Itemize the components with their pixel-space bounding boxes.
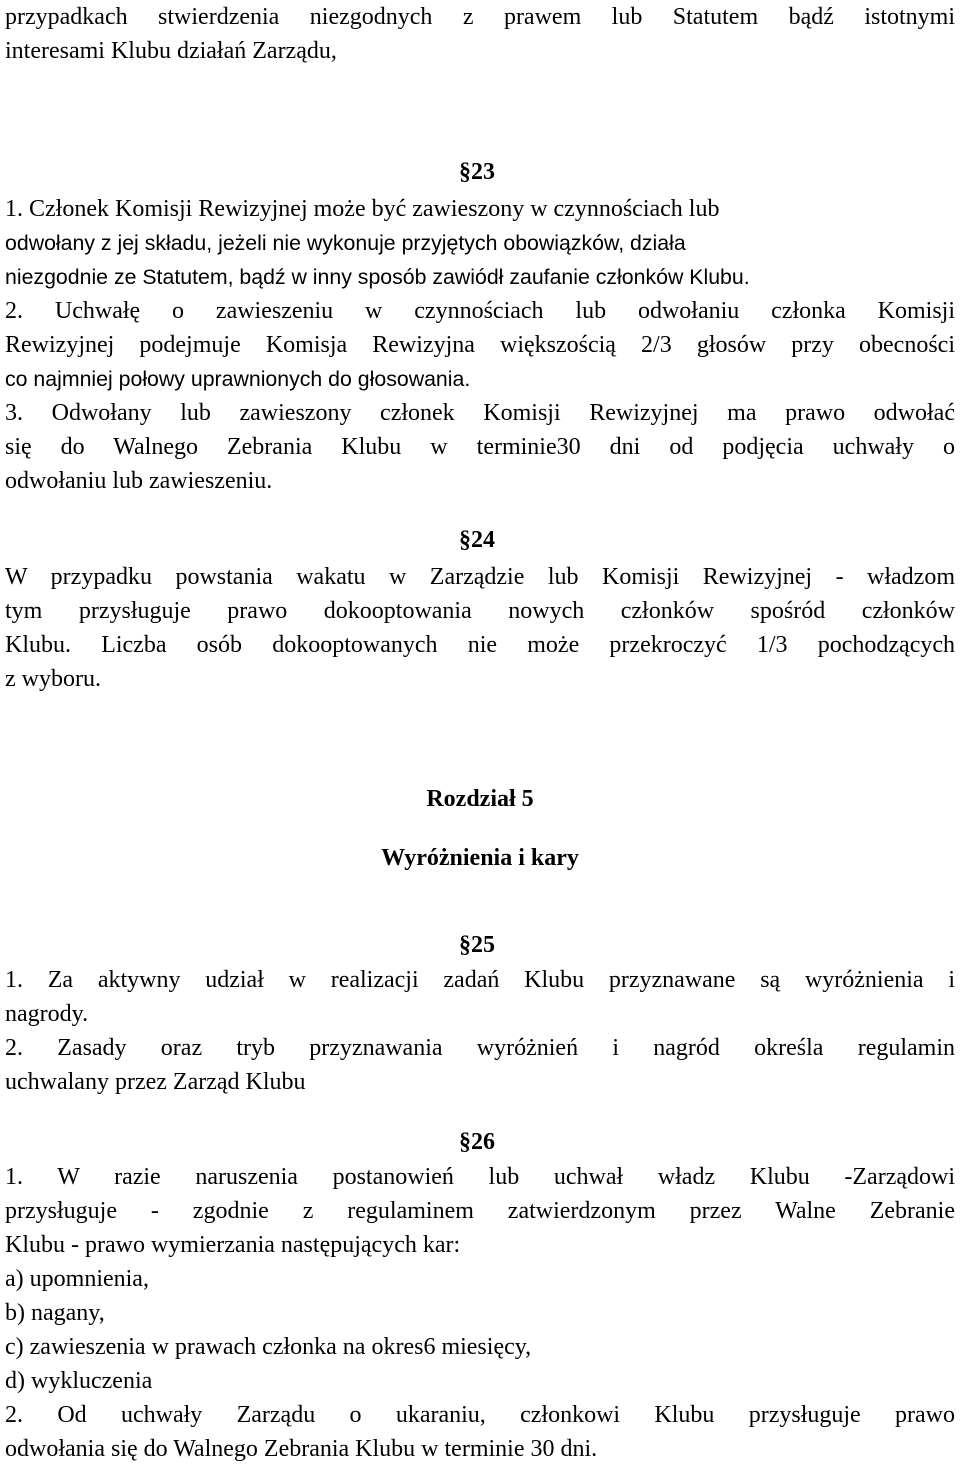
text-line: 1. Członek Komisji Rewizyjnej może być zawieszony w czynnościach lub bbox=[5, 196, 720, 222]
text-line: 1. W razie naruszenia postanowień lub uchwał władz Klubu -Zarządowi bbox=[5, 1164, 955, 1190]
section-symbol-icon: § bbox=[459, 1129, 471, 1155]
section-symbol-icon: § bbox=[459, 932, 471, 958]
text-line: przysługuje - zgodnie z regulaminem zatwierdzonym przez Walne Zebranie bbox=[5, 1198, 955, 1224]
paragraph-heading-24 bbox=[459, 520, 495, 560]
section-symbol-icon: § bbox=[459, 159, 471, 185]
list-item: d) wykluczenia bbox=[5, 1368, 153, 1394]
paragraph-heading-26 bbox=[459, 1122, 495, 1162]
text-line: nagrody. bbox=[5, 1001, 89, 1027]
list-item: a) upomnienia, bbox=[5, 1266, 149, 1292]
text-line: W przypadku powstania wakatu w Zarządzie lub Komisji Rewizyjnej - władzom bbox=[5, 564, 955, 590]
chapter-title: Rozdział 5 bbox=[426, 786, 534, 812]
text-line: odwołania się do Walnego Zebrania Klubu w terminie 30 dni. bbox=[5, 1436, 598, 1462]
text-line: 3. Odwołany lub zawieszony członek Komisji Rewizyjnej ma prawo odwołać bbox=[5, 400, 955, 426]
chapter-subtitle: Wyróżnienia i kary bbox=[381, 845, 579, 871]
text-line: Rewizyjnej podejmuje Komisja Rewizyjna większością 2/3 głosów przy obecności bbox=[5, 332, 955, 358]
text-line: uchwalany przez Zarząd Klubu bbox=[5, 1069, 306, 1095]
paragraph-heading-23 bbox=[459, 152, 495, 192]
list-item: b) nagany, bbox=[5, 1300, 105, 1326]
text-line: się do Walnego Zebrania Klubu w terminie30 dni od podjęcia uchwały o bbox=[5, 434, 955, 460]
text-line: tym przysługuje prawo dokooptowania nowych członków spośród członków bbox=[5, 598, 955, 624]
text-line: 2. Uchwałę o zawieszeniu w czynnościach lub odwołaniu członka Komisji bbox=[5, 298, 955, 324]
paragraph-number: 26 bbox=[471, 1129, 495, 1155]
paragraph-number: 23 bbox=[471, 159, 495, 185]
text-line: 1. Za aktywny udział w realizacji zadań Klubu przyznawane są wyróżnienia i bbox=[5, 967, 955, 993]
text-line: przypadkach stwierdzenia niezgodnych z prawem lub Statutem bądź istotnymi bbox=[5, 4, 955, 30]
text-line: interesami Klubu działań Zarządu, bbox=[5, 38, 337, 64]
text-line: Klubu - prawo wymierzania następujących kar: bbox=[5, 1232, 461, 1258]
text-line: odwołaniu lub zawieszeniu. bbox=[5, 468, 273, 494]
text-line: niezgodnie ze Statutem, bądź w inny sposób zawiódł zaufanie członków Klubu. bbox=[5, 265, 750, 289]
section-symbol-icon: § bbox=[459, 527, 471, 553]
text-line: odwołany z jej składu, jeżeli nie wykonuje przyjętych obowiązków, działa bbox=[5, 231, 686, 255]
text-line: co najmniej połowy uprawnionych do głosowania. bbox=[5, 367, 471, 391]
paragraph-heading-25 bbox=[459, 925, 495, 965]
text-line: 2. Zasady oraz tryb przyznawania wyróżnień i nagród określa regulamin bbox=[5, 1035, 955, 1061]
paragraph-number: 24 bbox=[471, 527, 495, 553]
text-line: z wyboru. bbox=[5, 666, 101, 692]
text-line: 2. Od uchwały Zarządu o ukaraniu, członkowi Klubu przysługuje prawo bbox=[5, 1402, 955, 1428]
list-item: c) zawieszenia w prawach członka na okres6 miesięcy, bbox=[5, 1334, 532, 1360]
text-line: Klubu. Liczba osób dokooptowanych nie może przekroczyć 1/3 pochodzących bbox=[5, 632, 955, 658]
paragraph-number: 25 bbox=[471, 932, 495, 958]
